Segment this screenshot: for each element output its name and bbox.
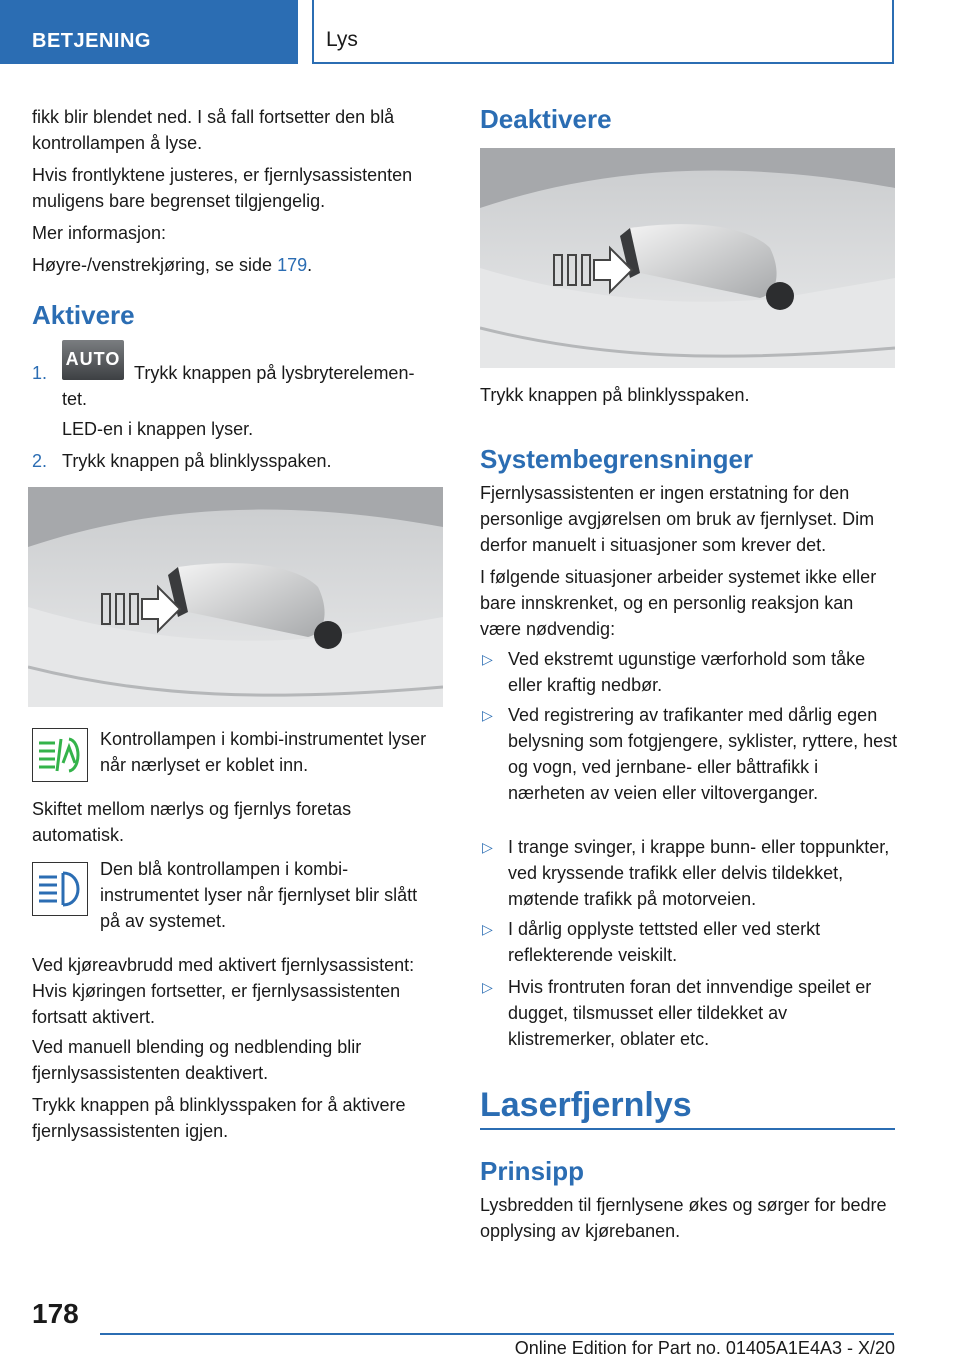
chapter-title: Lys	[326, 28, 358, 51]
limit-bullet-1: Ved ekstremt ugunstige værforhold som tåke eller kraftig nedbør.	[508, 649, 866, 695]
high-beam-indicator-icon	[32, 862, 88, 916]
reactivate-paragraph: Trykk knappen på blinklysspaken for å aktivere fjernlysassistenten igjen.	[32, 1095, 406, 1141]
laser-heading: Laserfjernlys	[480, 1086, 692, 1124]
deactivate-heading: Deaktivere	[480, 104, 612, 134]
xref-text: Høyre-/venstrekjøring, se side	[32, 255, 278, 275]
limit-bullet-5: Hvis frontruten foran det innvendige speilet er dugget, tilsmusset eller tildekket av klistremerker, oblater etc.	[508, 977, 872, 1049]
low-beam-assist-indicator-icon	[32, 728, 88, 782]
interrupt-paragraph: Ved kjøreavbrudd med aktivert fjernlysassistent: Hvis kjøringen fortsetter, er fjernlysassistenten fortsatt aktivert.	[32, 955, 415, 1027]
auto-button-icon	[62, 340, 124, 380]
page-number: 178	[32, 1298, 79, 1329]
limits-paragraph-2: I følgende situasjoner arbeider systemet ikke eller bare innskrenket, og en personlig reaksjon kan være nødvendig:	[480, 567, 877, 639]
step-1-continuation: tet.	[62, 389, 88, 409]
bullet-marker: ▷	[482, 707, 493, 723]
bullet-marker: ▷	[482, 979, 493, 995]
deactivate-text: Trykk knappen på blinklysspaken.	[480, 385, 750, 405]
step-2-number: 2.	[32, 451, 48, 471]
section-tab	[0, 0, 298, 64]
xref-end: .	[307, 255, 313, 275]
stalk-illustration	[28, 487, 443, 707]
step-1-number: 1.	[32, 363, 48, 383]
principle-heading: Prinsipp	[480, 1156, 585, 1186]
note-high-beam-indicator: Den blå kontrollampen i kombi-instrumentet lyser når fjernlyset blir slått på av systemet.	[100, 859, 418, 931]
step-1-text: Trykk knappen på lysbryterelemen-	[134, 363, 415, 383]
principle-text: Lysbredden til fjernlysene økes og sørger for bedre opplysing av kjørebanen.	[480, 1195, 887, 1241]
limits-heading: Systembegrensninger	[480, 444, 754, 474]
chapter-tab	[312, 0, 894, 64]
activate-heading: Aktivere	[32, 300, 135, 330]
limit-bullet-2: Ved registrering av trafikanter med dårlig egen belysning som fotgjengere, syklister, ryttere, hest og vogn, ved jernbane- eller båttrafikk i nærheten av veien eller viltoverganger.	[508, 705, 898, 803]
step-2-text: Trykk knappen på blinklysspaken.	[62, 451, 332, 471]
heading-rule	[480, 1128, 895, 1130]
cross-reference	[32, 252, 442, 278]
turn-signal-stalk-photo-2	[480, 148, 895, 368]
edition-info: Online Edition for Part no. 01405A1E4A3 - X/20	[514, 1338, 895, 1358]
switch-paragraph: Skiftet mellom nærlys og fjernlys foretas automatisk.	[32, 799, 352, 845]
auto-label: AUTO	[65, 349, 121, 369]
intro-paragraph-3: Mer informasjon:	[32, 223, 167, 243]
turn-signal-stalk-photo	[28, 487, 443, 707]
stalk-illustration-2	[480, 148, 895, 368]
footer-rule	[100, 1333, 894, 1335]
note-low-beam-indicator: Kontrollampen i kombi-instrumentet lyser når nærlyset er koblet inn.	[100, 729, 427, 775]
limits-paragraph-1: Fjernlysassistenten er ingen erstatning for den personlige avgjørelsen om bruk av fjernlyset. Dim derfor manuelt i situasjoner som krever det.	[480, 483, 875, 555]
section-title: BETJENING	[32, 30, 151, 52]
intro-paragraph-2: Hvis frontlyktene justeres, er fjernlysassistenten muligens bare begrenset tilgjengelig.	[32, 165, 413, 211]
bullet-marker: ▷	[482, 839, 493, 855]
xref-page-link[interactable]: 179	[277, 255, 308, 275]
manual-dipping-paragraph: Ved manuell blending og nedblending blir fjernlysassistenten deaktivert.	[32, 1037, 362, 1083]
bullet-marker: ▷	[482, 651, 493, 667]
limit-bullet-3: I trange svinger, i krappe bunn- eller toppunkter, ved kryssende trafikk eller delvis tildekket, møtende trafikk på motorveien.	[508, 837, 890, 909]
limit-bullet-4: I dårlig opplyste tettsted eller ved sterkt reflekterende veiskilt.	[508, 919, 821, 965]
bullet-marker: ▷	[482, 921, 493, 937]
intro-paragraph-1: fikk blir blendet ned. I så fall fortsetter den blå kontrollampen å lyse.	[32, 107, 395, 153]
step-1-result: LED-en i knappen lyser.	[62, 419, 254, 439]
